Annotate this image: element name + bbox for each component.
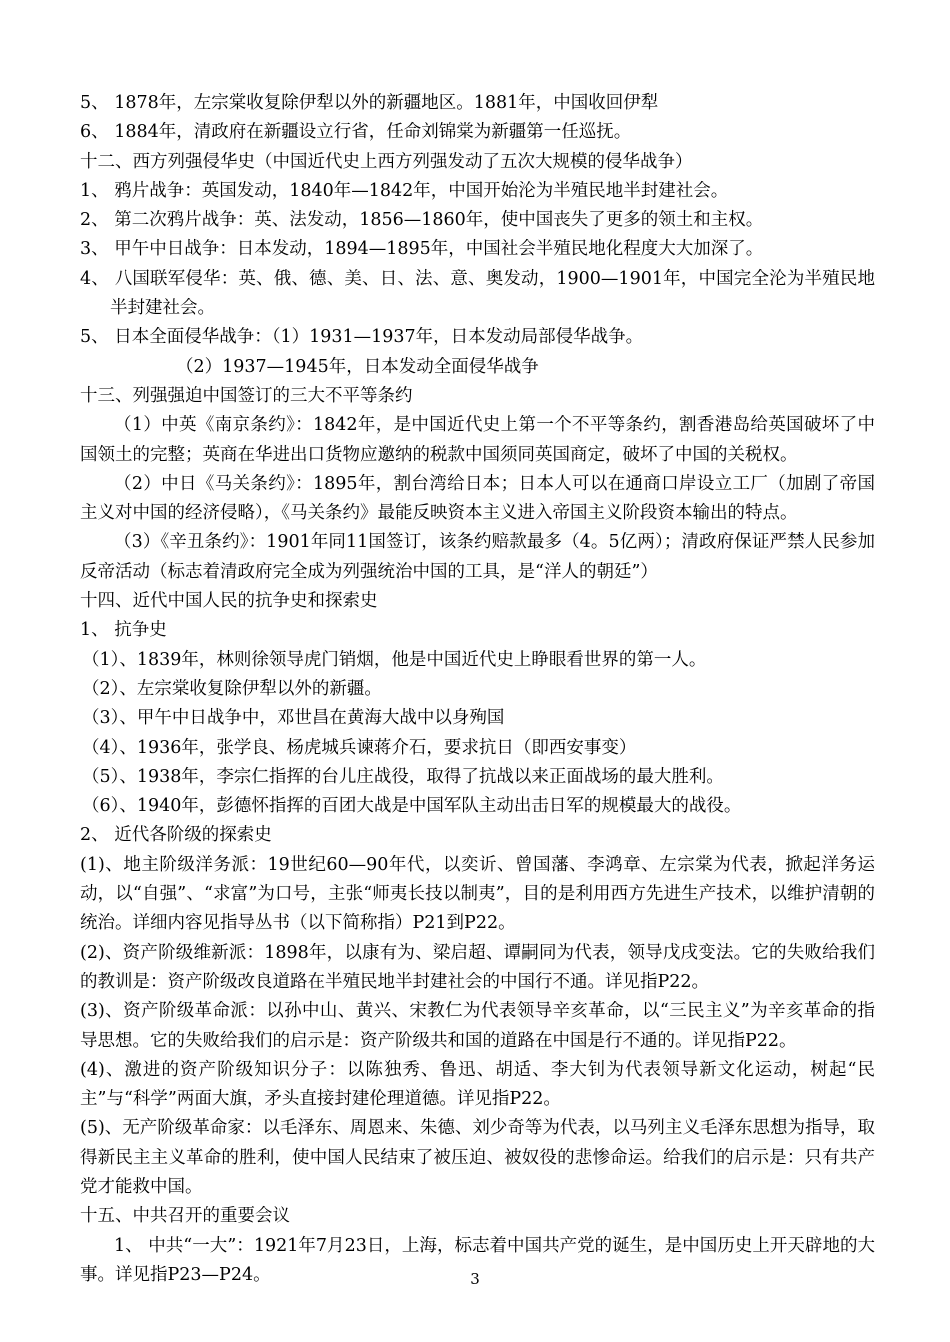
text-line: 3、 甲午中日战争：日本发动，1894—1895年，中国社会半殖民地化程度大大加深了。 [80,239,764,260]
text-paragraph: (1)、地主阶级洋务派：19世纪60—90年代，以奕䜣、曾国藩、李鸿章、左宗棠为代表，掀起洋务运动，以“自强”、“求富”为口号，主张“师夷长技以制夷”，目的是利用西方先进生产技术，以维护清朝的统治。详细内容见指导丛书（以下简称指）P21到P22。 [80,854,875,934]
text-paragraph: （3）《辛丑条约》：1901年同11国签订，该条约赔款最多（4。5亿两）；清政府保证严禁人民参加反帝活动（标志着清政府完全成为列强统治中国的工具，是“洋人的朝廷”） [80,532,875,582]
text-line: 5、 日本全面侵华战争：（1）1931—1937年，日本发动局部侵华战争。 [80,327,644,348]
text-paragraph: 4、 八国联军侵华：英、俄、德、美、日、法、意、奥发动，1900—1901年，中国完全沦为半殖民地半封建社会。 [80,268,875,319]
list-item: （5）、1938年，李宗仁指挥的台儿庄战役，取得了抗战以来正面战场的最大胜利。 [82,766,724,787]
section-heading: 十三、列强强迫中国签订的三大不平等条约 [80,385,413,406]
text-line: 5、 1878年，左宗棠收复除伊犁以外的新疆地区。1881年，中国收回伊犁 [80,93,659,113]
list-item: （1）、1839年，林则徐领导虎门销烟，他是中国近代史上睁眼看世界的第一人。 [82,649,707,670]
text-paragraph: (2)、资产阶级维新派：1898年，以康有为、梁启超、谭嗣同为代表，领导戊戌变法。它的失败给我们的教训是：资产阶级改良道路在半殖民地半封建社会的中国行不通。详见指P22。 [80,942,875,992]
text-line: （2）1937—1945年，日本发动全面侵华战争 [176,356,539,377]
text-paragraph: （2）中日《马关条约》：1895年，割台湾给日本；日本人可以在通商口岸设立工厂（加剧了帝国主义对中国的经济侵略），《马关条约》最能反映资本主义进入帝国主义阶段资本输出的特点。 [80,473,875,524]
text-paragraph: （1）中英《南京条约》：1842年，是中国近代史上第一个不平等条约，割香港岛给英国破坏了中国领土的完整；英商在华进出口货物应邀纳的税款中国须同英国商定，破坏了中国的关税权。 [80,415,875,465]
text-paragraph: (5)、无产阶级革命家：以毛泽东、周恩来、朱德、刘少奇等为代表，以马列主义毛泽东思想为指导，取得新民主主义革命的胜利，使中国人民结束了被压迫、被奴役的悲惨命运。给我们的启示是：只有共产党才能救中国。 [80,1118,875,1197]
page-number: 3 [470,1270,480,1288]
section-heading: 十五、中共召开的重要会议 [80,1206,290,1227]
list-item: （4）、1936年，张学良、杨虎城兵谏蒋介石，要求抗日（即西安事变） [82,737,637,758]
text-line: 1、 鸦片战争：英国发动，1840年—1842年，中国开始沦为半殖民地半封建社会。 [80,180,729,201]
subsection-heading: 1、 抗争史 [80,620,167,641]
text-paragraph: (4)、激进的资产阶级知识分子：以陈独秀、鲁迅、胡适、李大钊为代表领导新文化运动，树起“民主”与“科学”两面大旗，矛头直接封建伦理道德。详见指P22。 [80,1059,875,1110]
list-item: （2）、左宗棠收复除伊犁以外的新疆。 [82,678,382,699]
section-heading: 十二、西方列强侵华史（中国近代史上西方列强发动了五次大规模的侵华战争） [80,151,693,172]
list-item: （6）、1940年，彭德怀指挥的百团大战是中国军队主动出击日军的规模最大的战役。 [82,796,742,817]
text-paragraph: 1、 中共“一大”：1921年7月23日，上海，标志着中国共产党的诞生，是中国历史上开天辟地的大事。详见指P23—P24。 [80,1235,875,1285]
document-body [80,89,875,1290]
text-paragraph: (3)、资产阶级革命派：以孙中山、黄兴、宋教仁为代表领导辛亥革命，以“三民主义”为辛亥革命的指导思想。它的失败给我们的启示是：资产阶级共和国的道路在中国是行不通的。详见指P22。 [80,1001,875,1051]
subsection-heading: 2、 近代各阶级的探索史 [80,825,272,846]
section-heading: 十四、近代中国人民的抗争史和探索史 [80,591,378,612]
text-line: 2、 第二次鸦片战争：英、法发动，1856—1860年，使中国丧失了更多的领土和主权。 [80,210,764,231]
text-line: 6、 1884年，清政府在新疆设立行省，任命刘锦棠为新疆第一任巡抚。 [80,122,632,143]
list-item: （3）、甲午中日战争中，邓世昌在黄海大战中以身殉国 [82,708,505,729]
